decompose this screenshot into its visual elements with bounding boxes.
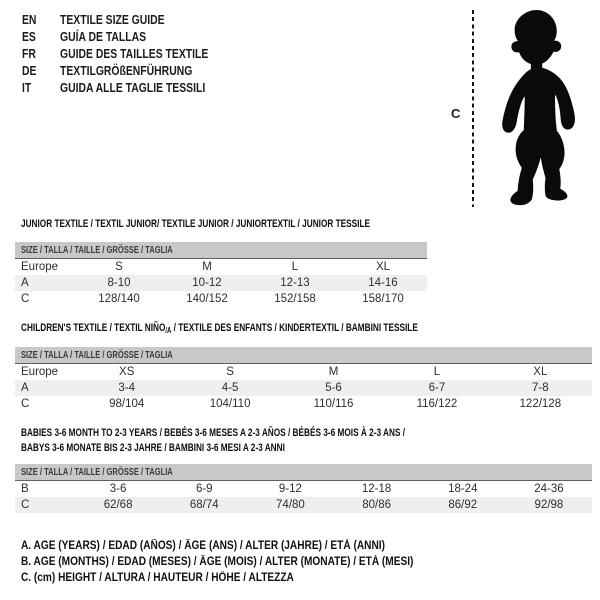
- size-cell: S: [226, 366, 234, 378]
- value-cell: 3-4: [118, 382, 136, 394]
- value-cell: 86/92: [448, 499, 478, 511]
- junior-section-title: [21, 217, 486, 232]
- language-code: EN: [22, 12, 37, 27]
- value-cell: 6-7: [428, 382, 446, 394]
- height-marker-label: C: [451, 106, 461, 121]
- value-cell: 98/104: [109, 398, 145, 410]
- value-cell: 7-8: [532, 382, 549, 394]
- babies-size-table: [15, 464, 592, 513]
- size-header-label: SIZE / TALLA / TAILLE / GRÖSSE / TAGLIA: [21, 466, 173, 478]
- value-cell: 4-5: [221, 382, 239, 394]
- row-label: Europe: [21, 261, 59, 273]
- table-row-europe: [15, 364, 592, 380]
- value-cell: 68/74: [189, 499, 219, 511]
- row-label: A: [21, 382, 29, 394]
- babies-title-line2: BABYS 3-6 MONATE BIS 2-3 JAHRE / BAMBINI 3-6 MESI A 2-3 ANNI: [21, 442, 285, 454]
- row-label: C: [21, 398, 30, 410]
- children-section-title-text: [21, 321, 418, 338]
- footnote-a-text: A. AGE (YEARS) / EDAD (AÑOS) / ÂGE (ANS) / ALTER (JAHRE) / ETÀ (ANNI): [21, 540, 385, 552]
- language-label: TEXTILGRÖßENFÜHRUNG: [60, 63, 193, 78]
- value-cell: 116/122: [416, 398, 458, 410]
- size-cell: M: [328, 366, 339, 378]
- junior-section-title-text: JUNIOR TEXTILE / TEXTIL JUNIOR/ TEXTILE JUNIOR / JUNIORTEXTIL / JUNIOR TESSILE: [21, 218, 370, 230]
- size-cell: L: [291, 261, 299, 273]
- footnote-b: [21, 554, 467, 570]
- footnote-b-text: B. AGE (MONTHS) / EDAD (MESES) / ÂGE (MOIS) / ALTER (MONATE) / ETÀ (MESI): [21, 556, 414, 568]
- footnotes: [21, 538, 467, 586]
- toddler-silhouette-image: [484, 9, 590, 208]
- children-title-prefix: CHILDREN'S TEXTILE / TEXTIL NIÑO: [21, 322, 166, 334]
- value-cell: 92/98: [534, 499, 564, 511]
- size-header-label: SIZE / TALLA / TAILLE / GRÖSSE / TAGLIA: [21, 244, 173, 256]
- language-row: [22, 11, 245, 28]
- language-row: [22, 62, 245, 79]
- value-cell: 14-16: [368, 277, 398, 289]
- height-marker-dashed-line: [472, 10, 474, 207]
- table-row-height: [15, 497, 592, 513]
- children-title-subscript: /A: [165, 326, 172, 335]
- language-row: [22, 79, 245, 96]
- value-cell: 24-36: [534, 483, 564, 495]
- row-label: C: [21, 499, 30, 511]
- junior-size-table: [15, 242, 427, 307]
- size-header-bar: [15, 347, 592, 364]
- language-guide-list: [22, 11, 245, 96]
- children-size-table: [15, 347, 592, 412]
- language-label: GUIDE DES TAILLES TEXTILE: [60, 46, 209, 61]
- value-cell: 152/158: [274, 293, 316, 305]
- value-cell: 110/116: [313, 398, 354, 410]
- size-header-bar: [15, 464, 592, 481]
- value-cell: 128/140: [98, 293, 140, 305]
- language-row: [22, 45, 245, 62]
- value-cell: 158/170: [362, 293, 404, 305]
- size-cell: M: [202, 261, 212, 273]
- size-cell: L: [433, 366, 441, 378]
- table-row-height: [15, 396, 592, 412]
- table-row-europe: [15, 259, 427, 275]
- children-title-suffix: / TEXTILE DES ENFANTS / KINDERTEXTIL / BAMBINI TESSILE: [171, 322, 418, 334]
- size-header-label: SIZE / TALLA / TAILLE / GRÖSSE / TAGLIA: [21, 349, 173, 361]
- language-code: DE: [22, 63, 37, 78]
- babies-title-line1: BABIES 3-6 MONTH TO 2-3 YEARS / BEBÉS 3-6 MESES A 2-3 AÑOS / BÉBÉS 3-6 MOIS À 2-3 ANS /: [21, 427, 406, 439]
- value-cell: 5-6: [325, 382, 342, 394]
- footnote-c-text: C. (cm) HEIGHT / ALTURA / HAUTEUR / HÖHE / ALTEZZA: [21, 572, 294, 584]
- value-cell: 18-24: [448, 483, 478, 495]
- value-cell: 62/68: [103, 499, 133, 511]
- value-cell: 12-13: [280, 277, 310, 289]
- children-section-title: [21, 321, 550, 338]
- value-cell: 6-9: [195, 483, 213, 495]
- value-cell: 140/152: [186, 293, 228, 305]
- language-label: GUÍA DE TALLAS: [60, 29, 147, 44]
- size-header-bar: [15, 242, 427, 259]
- table-row-age: [15, 380, 592, 396]
- row-label: C: [21, 293, 30, 305]
- language-label: GUIDA ALLE TAGLIE TESSILI: [60, 80, 206, 95]
- language-row: [22, 28, 245, 45]
- language-code: IT: [22, 80, 32, 95]
- language-label: TEXTILE SIZE GUIDE: [60, 12, 165, 27]
- value-cell: 8-10: [107, 277, 131, 289]
- table-row-age: [15, 275, 427, 291]
- row-label: Europe: [21, 366, 59, 378]
- value-cell: 10-12: [192, 277, 222, 289]
- value-cell: 9-12: [278, 483, 302, 495]
- row-label: A: [21, 277, 29, 289]
- table-row-months: [15, 481, 592, 497]
- value-cell: 122/128: [519, 398, 562, 410]
- size-cell: XL: [375, 261, 391, 273]
- value-cell: 3-6: [109, 483, 127, 495]
- size-cell: XL: [533, 366, 548, 378]
- value-cell: 80/86: [362, 499, 391, 511]
- value-cell: 12-18: [361, 483, 392, 495]
- footnote-c: [21, 570, 467, 586]
- table-row-height: [15, 291, 427, 307]
- babies-section-title: [21, 426, 533, 456]
- size-cell: S: [115, 261, 123, 273]
- size-cell: XS: [119, 366, 135, 378]
- row-label: B: [21, 483, 29, 495]
- footnote-a: [21, 538, 467, 554]
- value-cell: 74/80: [276, 499, 305, 511]
- value-cell: 104/110: [209, 398, 251, 410]
- language-code: ES: [22, 29, 36, 44]
- language-code: FR: [22, 46, 36, 61]
